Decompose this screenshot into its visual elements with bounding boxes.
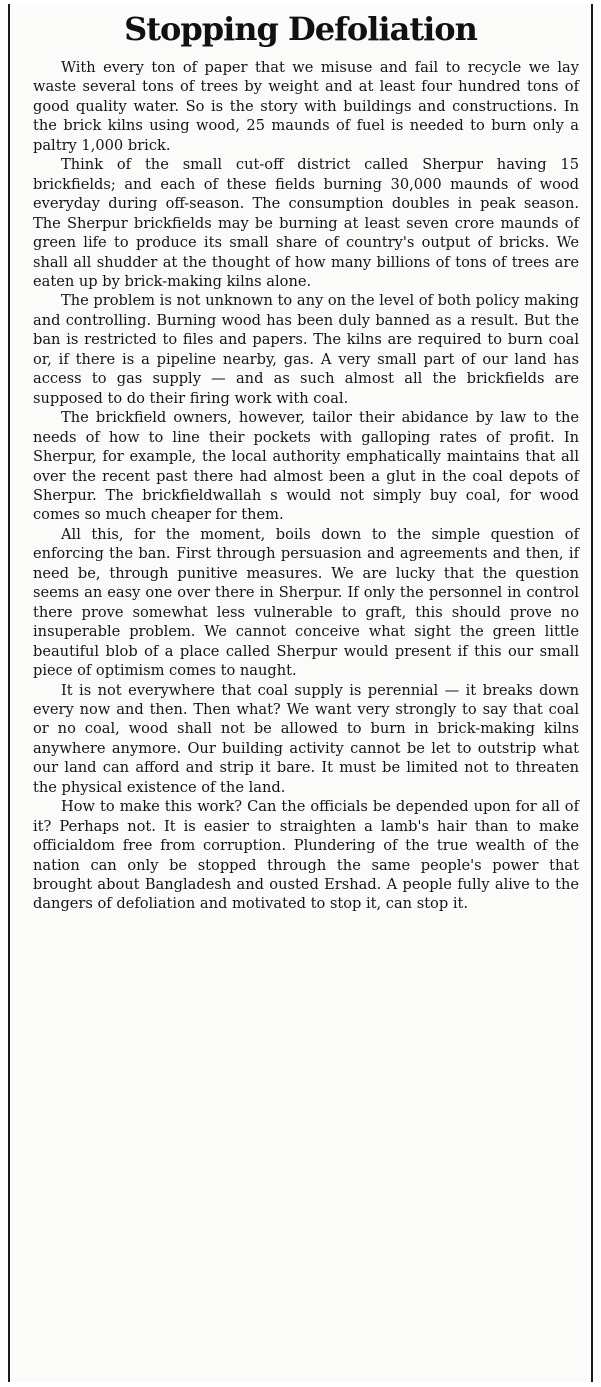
article-paragraph: All this, for the moment, boils down to the simple question of enforcing the ban. First through persuasion and agreements and then, if need be, through punitive measures. We are lucky that the question seems an easy one over there in Sherpur. If only the personnel in control there prove somewhat less vulnerable to graft, this should prove no insuperable problem. We cannot conceive what sight the green little beautiful blob of a place called Sherpur would present if this our small piece of optimism comes to naught. (33, 525, 579, 680)
article-headline: Stopping Defoliation (124, 10, 477, 48)
article-paragraph: With every ton of paper that we misuse and fail to recycle we lay waste several tons of trees by weight and at least four hundred tons of good quality water. So is the story with buildings and constructions. In the brick kilns using wood, 25 maunds of fuel is needed to burn only a paltry 1,000 brick. (33, 59, 579, 154)
article-paragraph: Think of the small cut-off district called Sherpur having 15 brickfields; and each of these fields burning 30,000 maunds of wood everyday during off-season. The consumption doubles in peak season. The Sherpur brickfields may be burning at least seven crore maunds of green life to produce its small share of country's output of bricks. We shall all shudder at the thought of how many billions of tons of trees are eaten up by brick-making kilns alone. (33, 156, 579, 290)
article-paragraph: It is not everywhere that coal supply is perennial — it breaks down every now and then. Then what? We want very strongly to say that coal or no coal, wood shall not be allowed to burn in brick-making kilns anywhere anymore. Our building activity cannot be let to outstrip what our land can afford and strip it bare. It must be limited not to threaten the physical existence of the land. (33, 681, 579, 796)
article-paragraph: How to make this work? Can the officials be depended upon for all of it? Perhaps not. It is easier to straighten a lamb's hair than to make officialdom free from corruption. Plundering of the true wealth of the nation can only be stopped through the same people's power that brought about Bangladesh and ousted Ershad. A people fully alive to the dangers of defoliation and motivated to stop it, can stop it. (33, 798, 579, 913)
article-body (10, 54, 591, 914)
newspaper-clipping (8, 4, 593, 1382)
article-paragraph: The brickfield owners, however, tailor their abidance by law to the needs of how to line their pockets with galloping rates of profit. In Sherpur, for example, the local authority emphatically maintains that all over the recent past there had almost been a glut in the coal depots of Sherpur. The brickfieldwallah s would not simply buy coal, for wood comes so much cheaper for them. (33, 409, 579, 524)
article-paragraph: The problem is not unknown to any on the level of both policy making and controlling. Burning wood has been duly banned as a result. But the ban is restricted to files and papers. The kilns are required to burn coal or, if there is a pipeline nearby, gas. A very small part of our land has access to gas supply — and as such almost all the brickfields are supposed to do their firing work with coal. (33, 292, 579, 407)
